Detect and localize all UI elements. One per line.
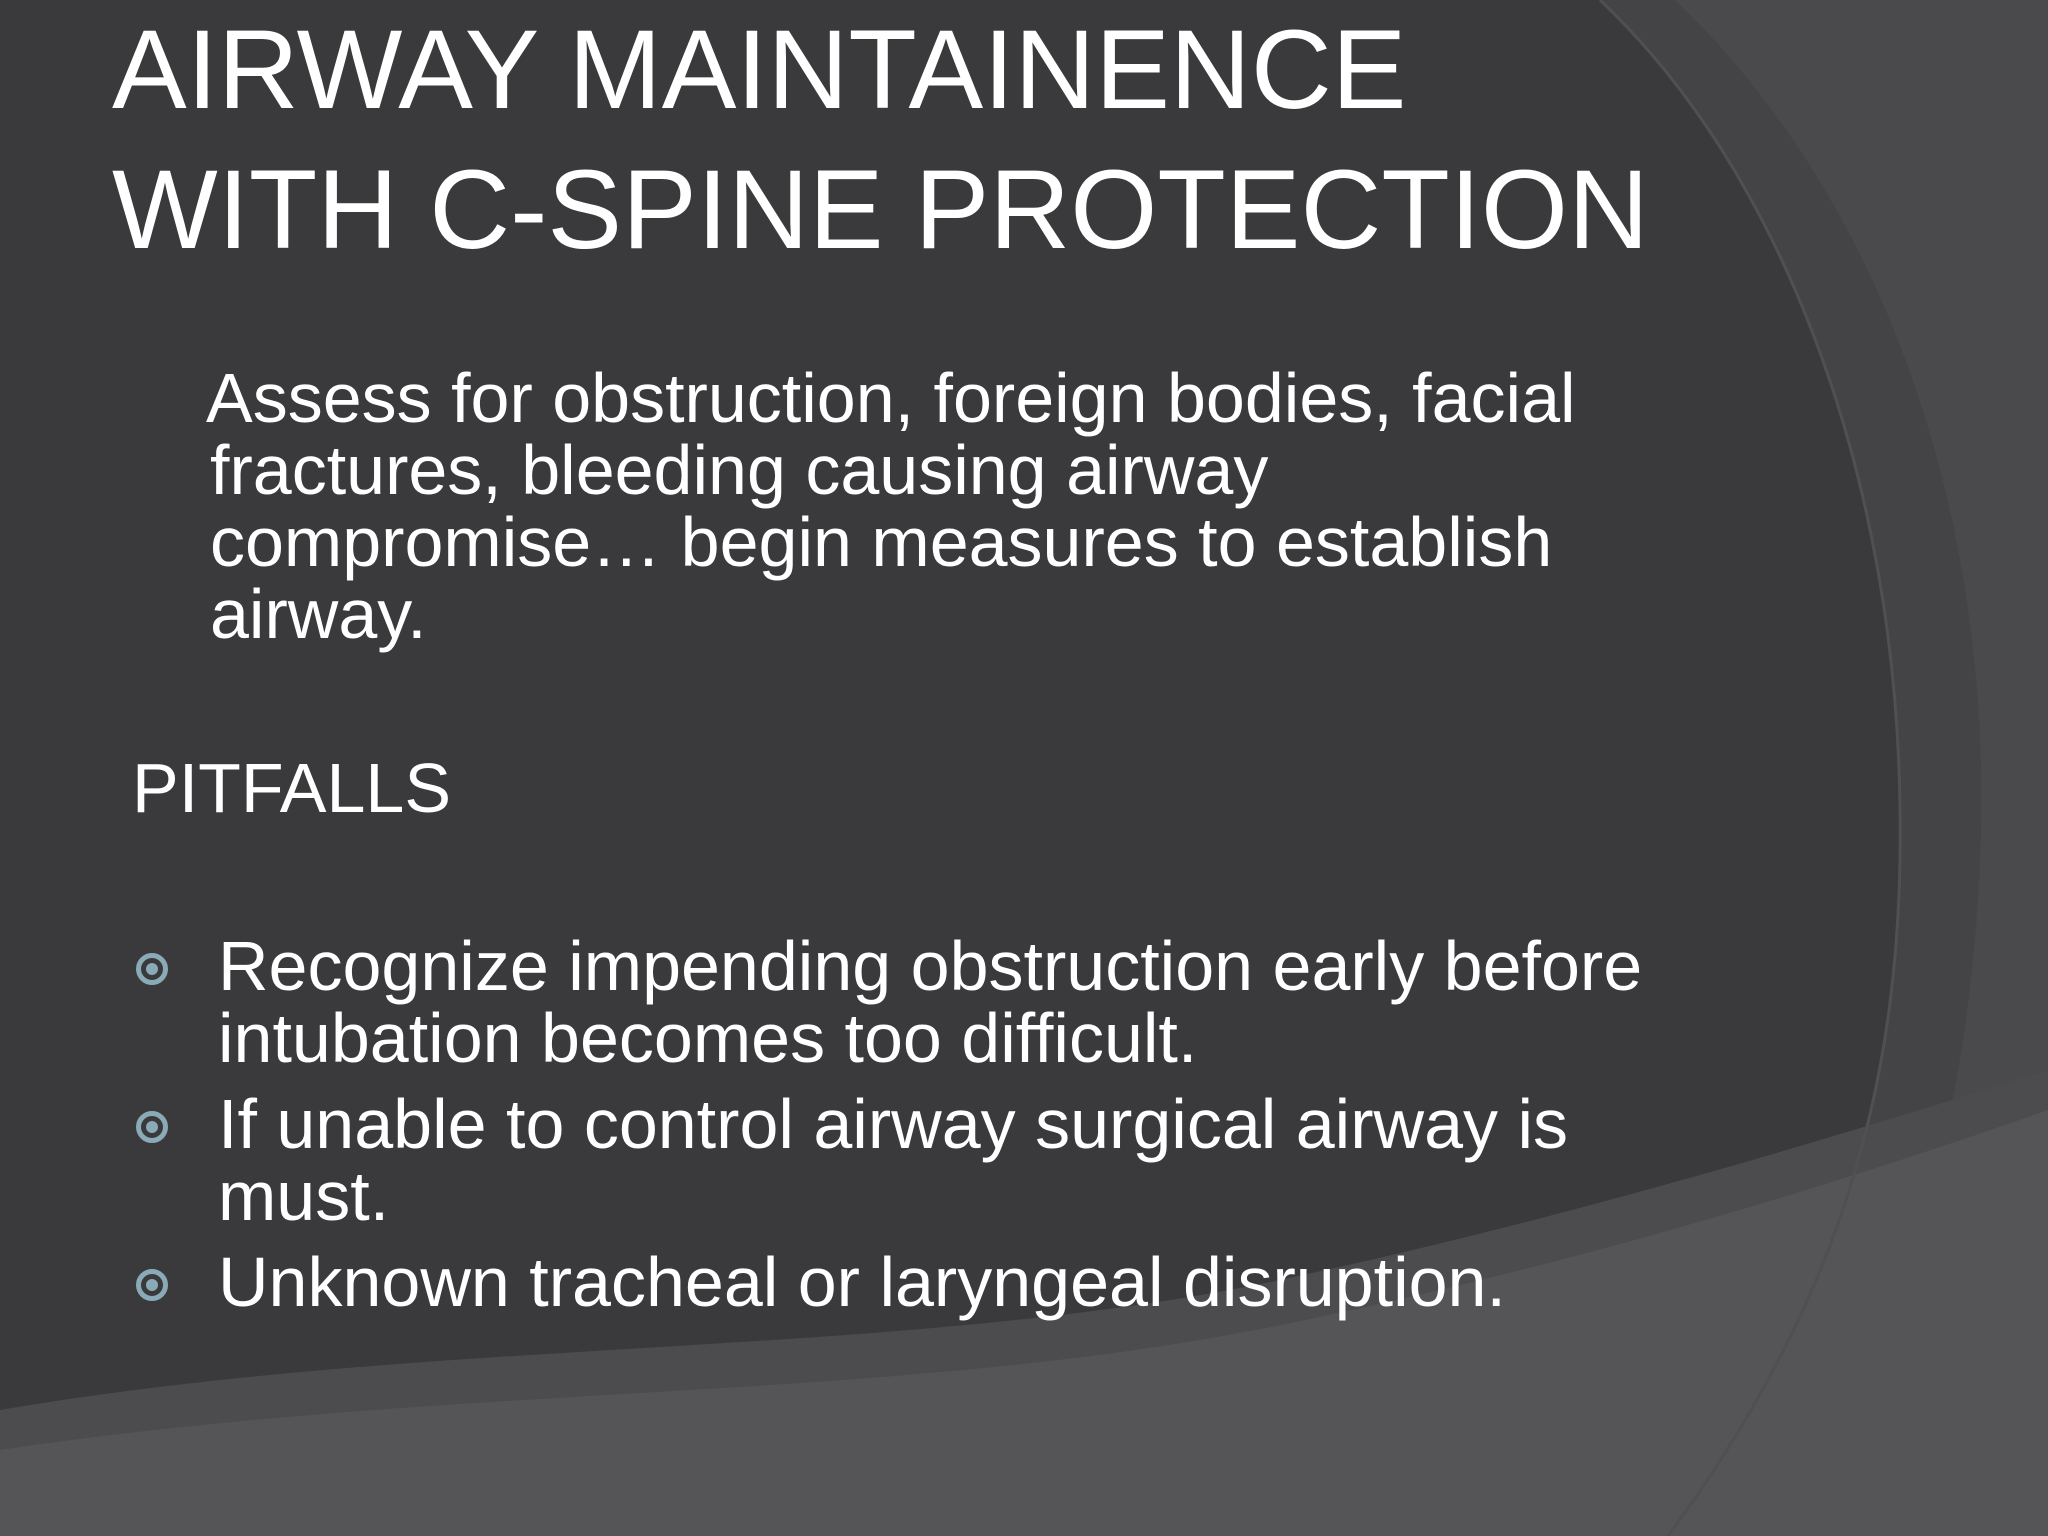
pitfall-item-surgical-airway [132, 1085, 1812, 1235]
pitfall-item-2-line-1: If unable to control airway surgical airway is [218, 1085, 1569, 1163]
pitfall-item-early-obstruction [132, 927, 1812, 1077]
pitfall-item-3-line-1: Unknown tracheal or laryngeal disruption. [218, 1243, 1506, 1321]
slide-title-line-2: WITH C-SPINE PROTECTION [112, 147, 1649, 272]
assessment-paragraph-line-1: Assess for obstruction, foreign bodies, facial [206, 359, 1576, 437]
assessment-paragraph-line-3: compromise… begin measures to establish [210, 503, 1553, 581]
assessment-paragraph-line-2: fractures, bleeding causing airway [210, 431, 1269, 509]
pitfall-item-2-line-2: must. [218, 1157, 390, 1235]
pitfall-item-tracheal-disruption [132, 1243, 1812, 1321]
pitfalls-heading: PITFALLS [132, 749, 452, 827]
slide-title-line-1: AIRWAY MAINTAINENCE [112, 7, 1407, 132]
slide-title [112, 0, 1649, 280]
pitfall-item-1-line-1: Recognize impending obstruction early before [218, 927, 1643, 1005]
pitfalls-list [132, 927, 1812, 1332]
assessment-paragraph-line-4: airway. [210, 575, 427, 653]
pitfall-item-1-line-2: intubation becomes too difficult. [218, 999, 1198, 1077]
target-bullet-icon [136, 1111, 168, 1143]
assessment-paragraph [206, 359, 1770, 653]
target-bullet-icon [136, 953, 168, 985]
target-bullet-icon [136, 1269, 168, 1301]
